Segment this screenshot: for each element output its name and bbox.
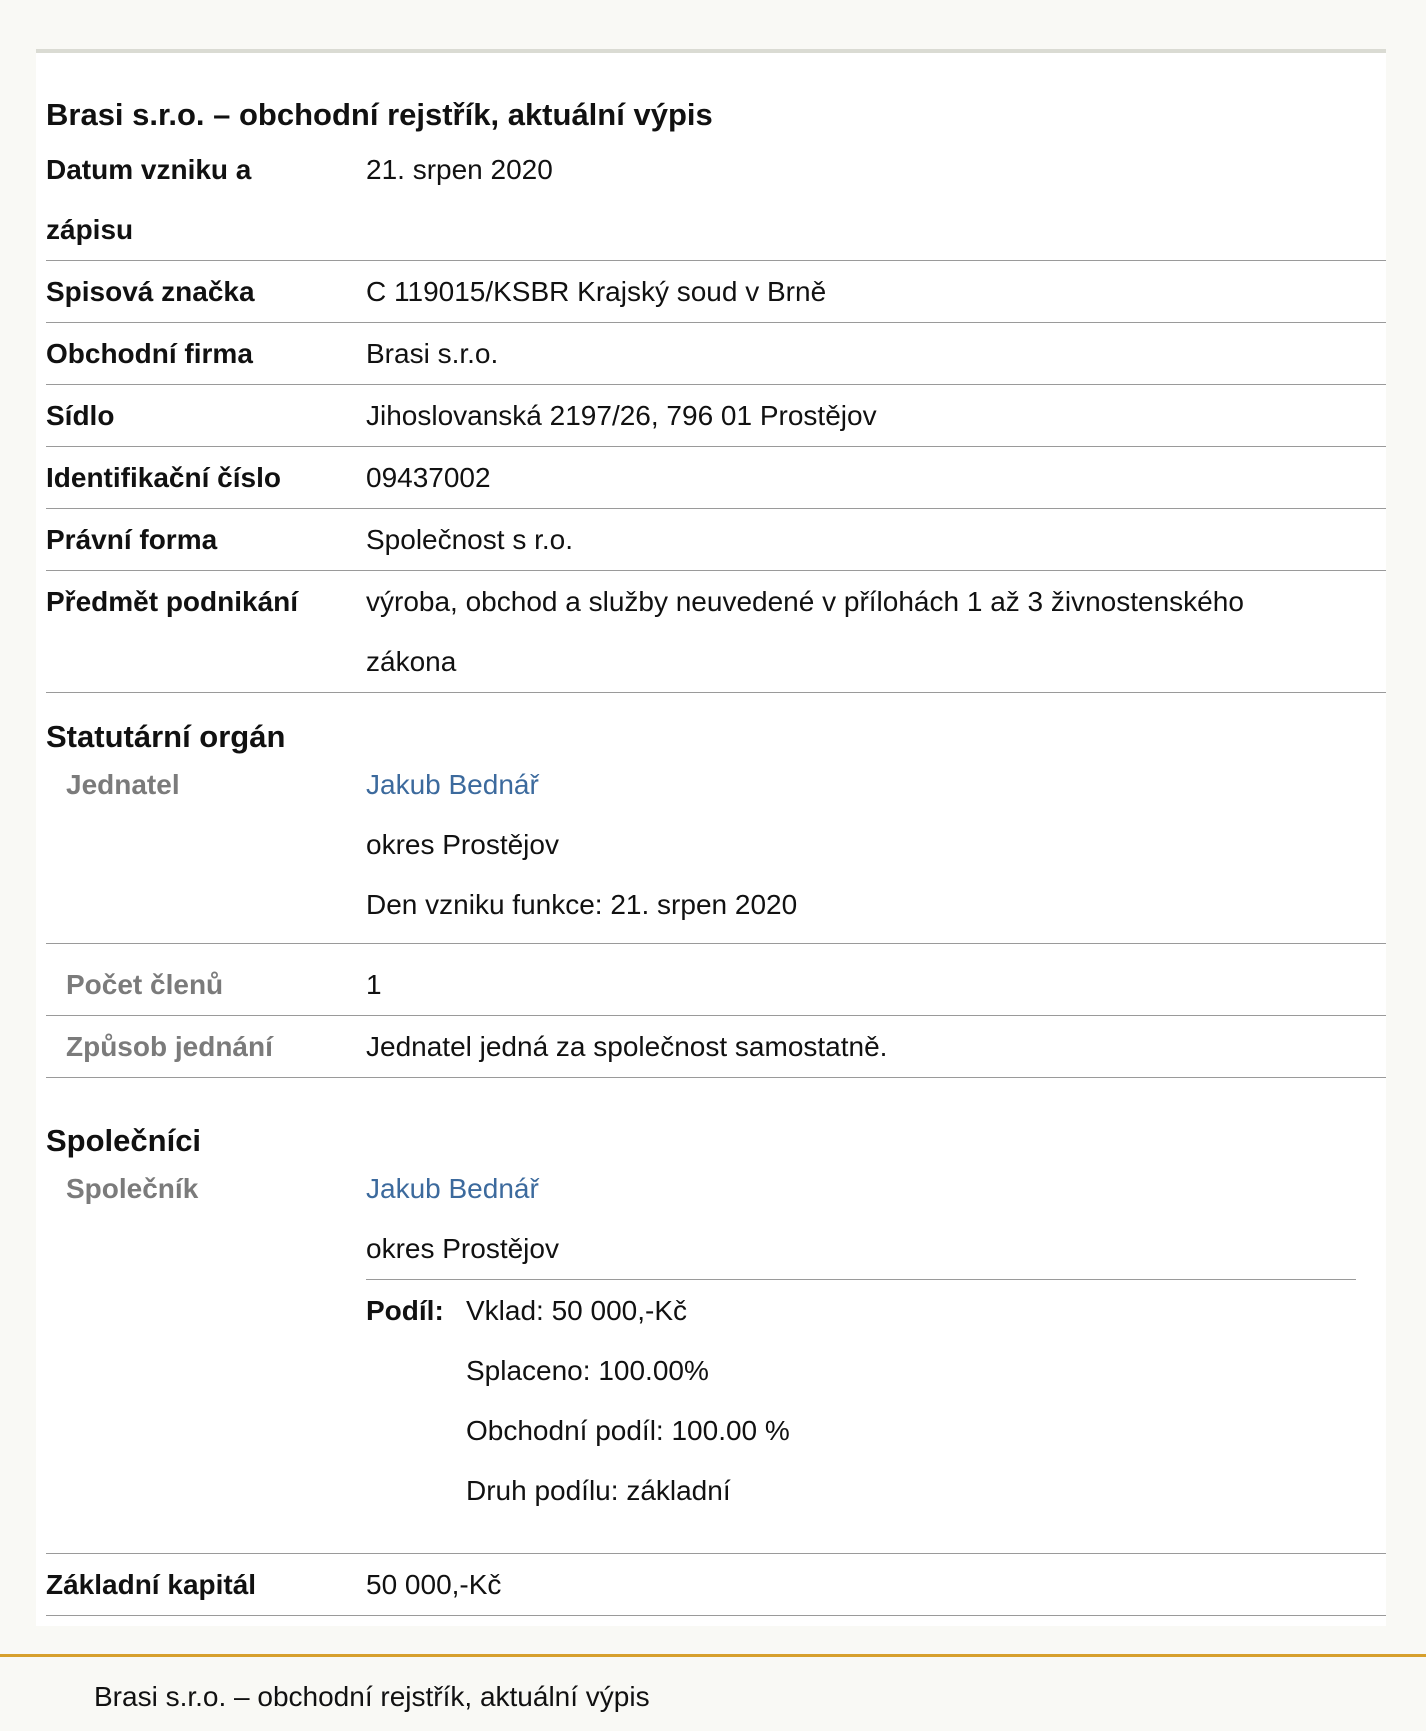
row-label: Základní kapitál	[46, 1569, 257, 1600]
row-label: Počet členů	[66, 969, 224, 1000]
jednatel-name-link[interactable]: Jakub Bednář	[366, 769, 539, 800]
row-value: výroba, obchod a služby neuvedené v přílohách 1 až 3 živnostenského zákona	[366, 586, 1244, 677]
row-zakladni-kapital	[46, 1555, 1386, 1616]
row-value: 21. srpen 2020	[366, 154, 553, 185]
row-label: Předmět podnikání	[46, 586, 299, 617]
share-line-druh-podilu: Druh podílu: základní	[466, 1475, 731, 1506]
section-title-statutarni-organ: Statutární orgán	[46, 719, 286, 754]
share-line-vklad: Vklad: 50 000,-Kč	[466, 1295, 688, 1326]
row-pravni-forma	[46, 510, 1386, 571]
row-spisova-znacka	[46, 262, 1386, 323]
row-value: Jednatel jedná za společnost samostatně.	[366, 1031, 888, 1062]
section-title-spolecnici: Společníci	[46, 1123, 202, 1158]
register-extract-card	[36, 49, 1386, 1626]
share-line-splaceno: Splaceno: 100.00%	[466, 1355, 709, 1386]
row-label: Společník	[66, 1173, 199, 1204]
row-label: Sídlo	[46, 400, 115, 431]
row-zpusob-jednani	[46, 1017, 1386, 1078]
spolecnik-name-link[interactable]: Jakub Bednář	[366, 1173, 539, 1204]
jednatel-since: Den vzniku funkce: 21. srpen 2020	[366, 889, 798, 920]
row-label: Způsob jednání	[66, 1031, 273, 1062]
share-details	[466, 1281, 790, 1521]
row-label: Identifikační číslo	[46, 462, 281, 493]
row-predmet-podnikani	[46, 572, 1386, 693]
row-value: 1	[366, 969, 382, 1000]
row-label: Datum vzniku a zápisu	[46, 154, 252, 245]
row-value: Brasi s.r.o.	[366, 338, 499, 369]
row-pocet-clenu	[46, 955, 1386, 1016]
row-datum-vzniku	[46, 140, 1386, 261]
share-line-obchodni-podil: Obchodní podíl: 100.00 %	[466, 1415, 790, 1446]
row-label: Jednatel	[66, 769, 180, 800]
row-value: Jihoslovanská 2197/26, 796 01 Prostějov	[366, 400, 877, 431]
share-divider	[366, 1279, 1356, 1280]
row-jednatel	[46, 755, 1386, 944]
row-value: Společnost s r.o.	[366, 524, 574, 555]
row-value: 09437002	[366, 462, 491, 493]
row-value: 50 000,-Kč	[366, 1569, 502, 1600]
row-value: C 119015/KSBR Krajský soud v Brně	[366, 276, 827, 307]
spolecnik-district: okres Prostějov	[366, 1233, 559, 1264]
row-label: Právní forma	[46, 524, 218, 555]
row-identifikacni-cislo	[46, 448, 1386, 509]
row-label: Obchodní firma	[46, 338, 253, 369]
page-title: Brasi s.r.o. – obchodní rejstřík, aktuální výpis	[46, 97, 713, 132]
footer-bar	[0, 1654, 1426, 1731]
row-spolecnik	[46, 1159, 1386, 1554]
row-obchodni-firma	[46, 324, 1386, 385]
jednatel-district: okres Prostějov	[366, 829, 559, 860]
row-value	[366, 1159, 1376, 1279]
share-label: Podíl:	[366, 1295, 444, 1326]
row-value	[366, 755, 1376, 935]
row-sidlo	[46, 386, 1386, 447]
row-label: Spisová značka	[46, 276, 255, 307]
footer-title: Brasi s.r.o. – obchodní rejstřík, aktuální výpis	[94, 1681, 650, 1712]
